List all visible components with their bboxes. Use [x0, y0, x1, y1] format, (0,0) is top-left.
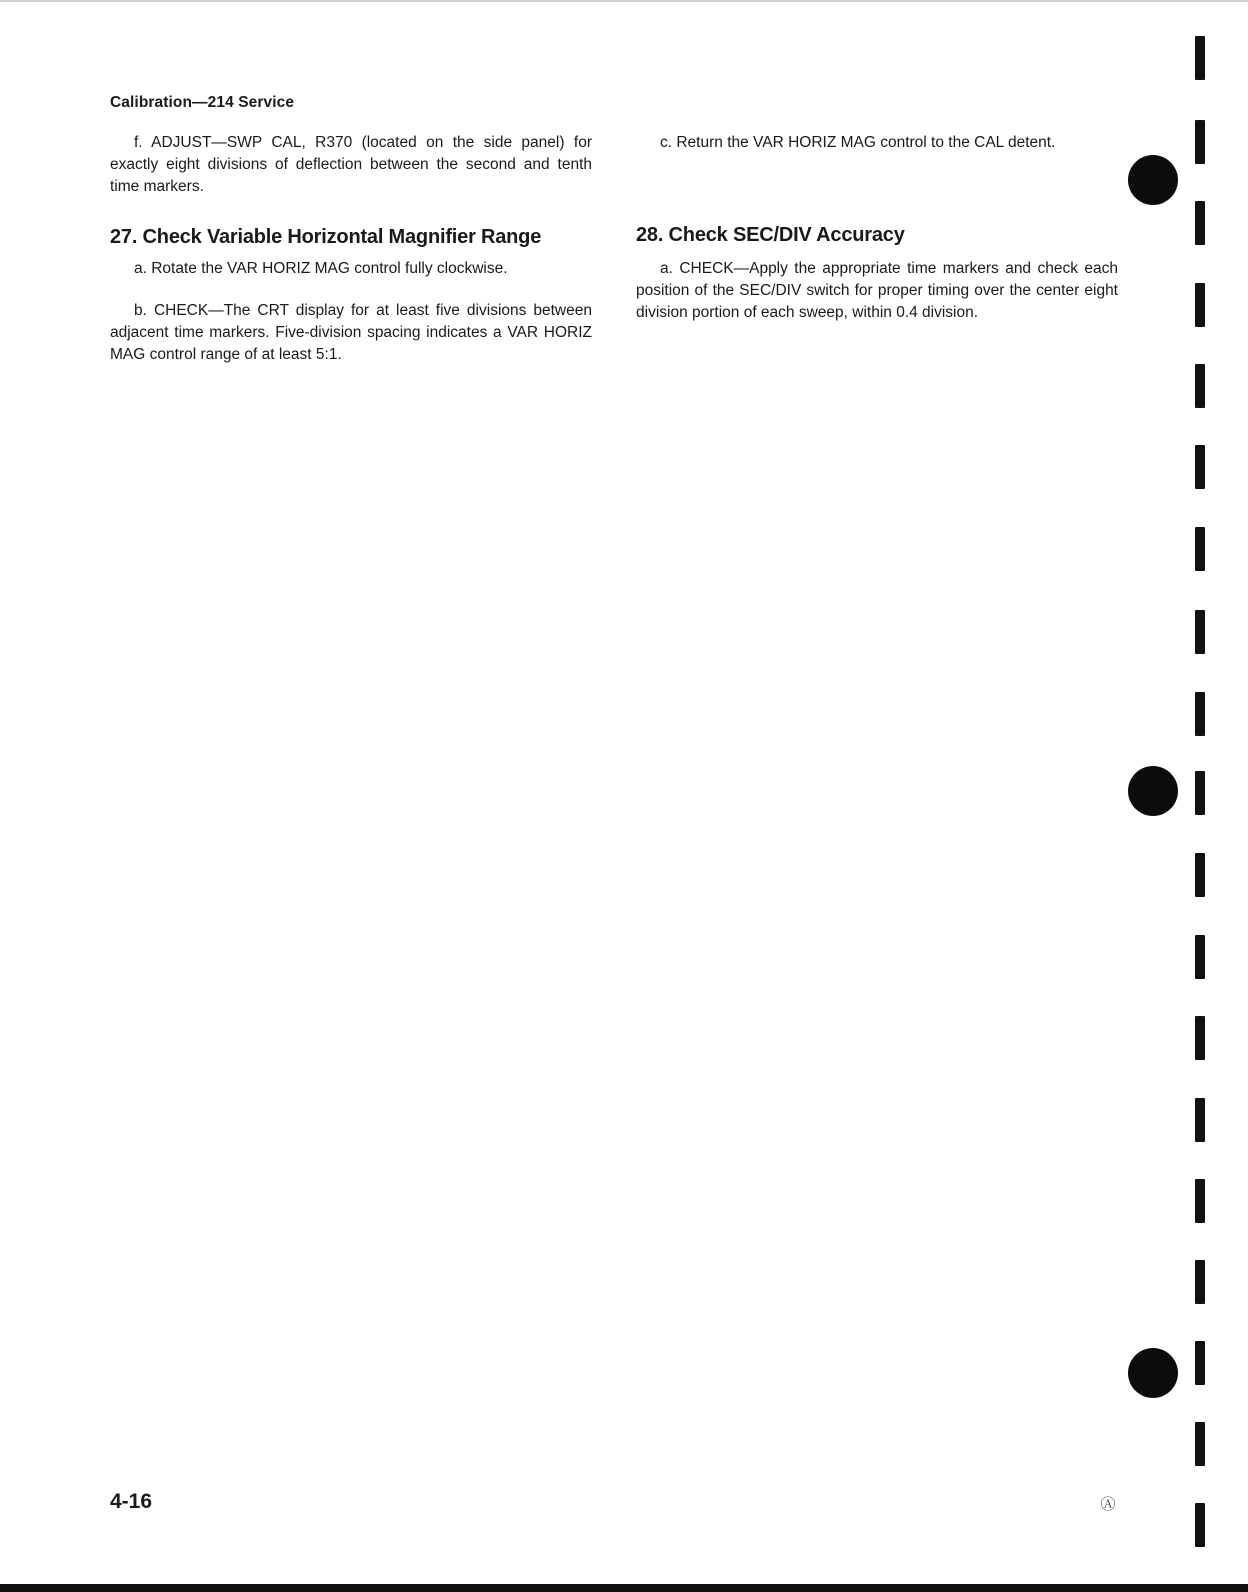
- step-a-paragraph: a. CHECK—Apply the appropriate time markers and check each position of the SEC/DIV switch for proper timing over the center eight division portion of each sweep, within 0.4 division.: [636, 260, 1118, 321]
- index-tab-mark: [1195, 1016, 1205, 1060]
- binder-hole-icon: [1128, 1348, 1178, 1398]
- index-tab-mark: [1195, 853, 1205, 897]
- index-tab-mark: [1195, 445, 1205, 489]
- index-tab-mark: [1195, 771, 1205, 815]
- index-tab-mark: [1195, 610, 1205, 654]
- index-tab-mark: [1195, 527, 1205, 571]
- left-column: [110, 132, 592, 366]
- index-tab-mark: [1195, 120, 1205, 164]
- index-tab-mark: [1195, 935, 1205, 979]
- index-tab-mark: [1195, 364, 1205, 408]
- section-heading-28: 28. Check SEC/DIV Accuracy: [636, 224, 905, 246]
- revision-mark-icon: Ⓐ: [1100, 1496, 1116, 1513]
- step-f-paragraph: f. ADJUST—SWP CAL, R370 (located on the side panel) for exactly eight divisions of deflection between the second and tenth time markers.: [110, 134, 592, 195]
- index-tab-mark: [1195, 283, 1205, 327]
- index-tab-mark: [1195, 692, 1205, 736]
- step-a-paragraph: a. Rotate the VAR HORIZ MAG control fully clockwise.: [134, 260, 508, 277]
- index-tab-mark: [1195, 1179, 1205, 1223]
- binder-hole-icon: [1128, 155, 1178, 205]
- index-tab-mark: [1195, 1341, 1205, 1385]
- index-tab-mark: [1195, 1260, 1205, 1304]
- binder-hole-icon: [1128, 766, 1178, 816]
- index-tab-mark: [1195, 201, 1205, 245]
- page-number: 4-16: [110, 1490, 153, 1513]
- bottom-edge-band: [0, 1584, 1248, 1592]
- step-b-paragraph: b. CHECK—The CRT display for at least five divisions between adjacent time markers. Five-division spacing indicates a VAR HORIZ MAG control range of at least 5:1.: [110, 302, 592, 363]
- index-tab-mark: [1195, 1098, 1205, 1142]
- right-column: [636, 132, 1118, 324]
- step-c-paragraph: c. Return the VAR HORIZ MAG control to the CAL detent.: [660, 134, 1056, 151]
- index-tab-mark: [1195, 1422, 1205, 1466]
- index-tab-mark: [1195, 36, 1205, 80]
- section-heading-27: 27. Check Variable Horizontal Magnifier Range: [110, 226, 542, 248]
- index-tab-mark: [1195, 1503, 1205, 1547]
- running-head: Calibration—214 Service: [110, 94, 295, 111]
- top-edge-rule: [0, 0, 1248, 2]
